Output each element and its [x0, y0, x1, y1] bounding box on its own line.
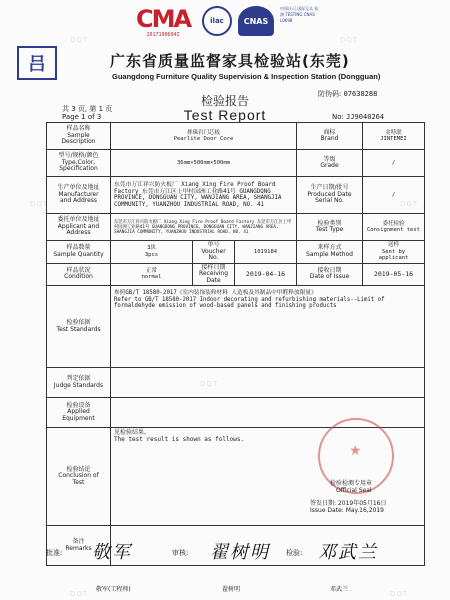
voucher-value: 1019184 — [235, 241, 297, 264]
sample-method-label: 来样方式 Sample Method — [297, 241, 363, 264]
tester-prefix: 检验: — [286, 549, 303, 557]
report-number — [332, 113, 384, 121]
trademark-label: 商标 Brand — [297, 123, 363, 150]
reviewer-caption: 翟树明 — [222, 586, 241, 593]
cma-mark: CMA — [135, 5, 191, 33]
watermark: DQT — [400, 200, 419, 208]
date-serial-value: / — [363, 177, 425, 214]
watermark: DQT — [340, 36, 359, 44]
watermark: DQT — [70, 36, 89, 44]
voucher-label: 单号 Voucher No. — [193, 241, 235, 264]
seal-issue-cn: 签发日期: 2019年05月16日 — [310, 500, 387, 507]
cma-logo — [130, 6, 196, 38]
applicant-label: 委托单位及地址 Applicant and Address — [47, 214, 111, 241]
date-serial-label: 生产日期/批号 Produced Date Serial No. — [297, 177, 363, 214]
watermark: DQT — [30, 200, 49, 208]
conclusion-value: 见检验结果。 The test result is shown as follows. — [111, 428, 425, 526]
station-logo-glyph: 吕 — [28, 54, 46, 75]
watermark: DQT — [390, 590, 409, 598]
condition-label: 样品状况 Condition — [47, 263, 111, 286]
remarks-label: 备注 Remarks — [47, 526, 111, 566]
report-title-en: Test Report — [183, 107, 267, 123]
approver-prefix: 批准: — [46, 549, 63, 557]
anti-fake-label: 防伪码: — [318, 90, 342, 98]
test-type-value: 委托检验 Consignment test — [363, 214, 425, 241]
reviewer-prefix: 审核: — [172, 549, 189, 557]
conclusion-label: 检验结论 Conclusion of Test — [47, 428, 111, 526]
quantity-label: 样品数量 Sample Quantity — [47, 241, 111, 264]
sample-method-value: 送样 Sent by applicant — [363, 241, 425, 264]
watermark: DQT — [70, 590, 89, 598]
equipment-label: 检验设备 Applied Equipment — [47, 398, 111, 428]
condition-value: 正常 normal — [111, 263, 193, 286]
seal-issue-en: Issue Date: May.16,2019 — [310, 507, 384, 514]
grade-value: / — [363, 150, 425, 177]
seal-label-cn: 检验检测专用章 — [330, 480, 373, 487]
station-logo — [17, 46, 57, 80]
trademark-value: 金特联 JINTEMEI — [363, 123, 425, 150]
anti-fake-value: 07638288 — [343, 90, 378, 98]
certification-logos — [130, 6, 320, 38]
approver-signature: 敬军 — [92, 542, 132, 563]
quantity-value: 3块 3pcs — [111, 241, 193, 264]
manufacturer-label: 生产单位及地址 Manufacturer and Address — [47, 177, 111, 214]
standards-label: 检验依据 Test Standards — [47, 286, 111, 368]
model-label: 型号/规格/颜色 Type,Color, Specification — [47, 150, 111, 177]
reviewer-signature: 翟树明 — [210, 542, 270, 563]
seal-label-en: Official Seal — [336, 487, 372, 494]
station-name-en: Guangdong Furniture Quality Supervision & Inspection Station (Dongguan) — [112, 72, 381, 81]
grade-label: 等级 Grade — [297, 150, 363, 177]
cnas-text: 中国认可 国际互认 检测 TESTING CNAS L0698 — [280, 6, 319, 23]
equipment-value — [111, 398, 425, 428]
receiving-label: 接样日期 Receiving Date — [193, 263, 235, 286]
cma-code: 2017190604Z — [146, 32, 180, 38]
receiving-value: 2019-04-16 — [235, 263, 297, 286]
tester-signature: 邓武兰 — [318, 542, 378, 563]
page-count-cn: 共 3 页, 第 1 页 — [62, 105, 113, 113]
standards-value: 参照GB/T 18580-2017《室内装饰装修材料 人造板及其制品中甲醛释放限量》 Refer to GB/T 18580-2017 Indoor decorating and refurbishing materials--Limit of formaldehyde emission of wood-based panels and finishing products — [111, 286, 425, 368]
applicant-value: 东莞市万江祥兴防火板厂 Xiang Xing Fire Proof Board Factory 东莞市万江区上甲村园洲工业路41号 GUANGDONG PROVINCE, DONGGUAN CITY, WANJIANG AREA, SHANGJIA COMMUNITY, YUANZHOU INDUSTRIAL ROAD, NO. 41 — [111, 214, 297, 241]
report-title-cn: 检验报告 — [200, 94, 249, 108]
issue-date-label: 接收日期 Date of Issue — [297, 263, 363, 286]
page-count-en: Page 1 of 3 — [62, 113, 102, 121]
tester-caption: 邓武兰 — [330, 586, 349, 593]
issue-date-value: 2019-05-16 — [363, 263, 425, 286]
report-number-label: No: — [332, 113, 344, 121]
model-value: 36mm×500mm×500mm — [111, 150, 297, 177]
test-type-label: 检验类别 Test Type — [297, 214, 363, 241]
sample-name-value: 排珠岩门芯板 Pearlite Door Core — [111, 123, 297, 150]
judge-label: 判定依据 Judge Standards — [47, 368, 111, 398]
ilac-logo: ilac — [202, 6, 232, 36]
report-number-value: JJ9040264 — [346, 113, 385, 121]
approver-caption: 敬军(工程师) — [96, 586, 131, 593]
seal-star-icon: ★ — [349, 443, 362, 459]
cnas-logo: CNAS — [238, 6, 274, 36]
judge-value — [111, 368, 425, 398]
station-name-cn: 广东省质量监督家具检验站(东莞) — [110, 52, 350, 70]
manufacturer-value: 东莞市万江祥兴防火板厂 Xiang Xing Fire Proof Board Factory 东莞市万江区上甲村园洲工业路41号 GUANGDONG PROVINCE, DONGGUAN CITY, WANJIANG AREA, SHANGJIA COMMUNITY, YUANZHOU INDUSTRIAL ROAD, NO. 41 — [111, 177, 297, 214]
sample-name-label: 样品名称 Sample Description — [47, 123, 111, 150]
watermark: DQT — [200, 380, 219, 388]
